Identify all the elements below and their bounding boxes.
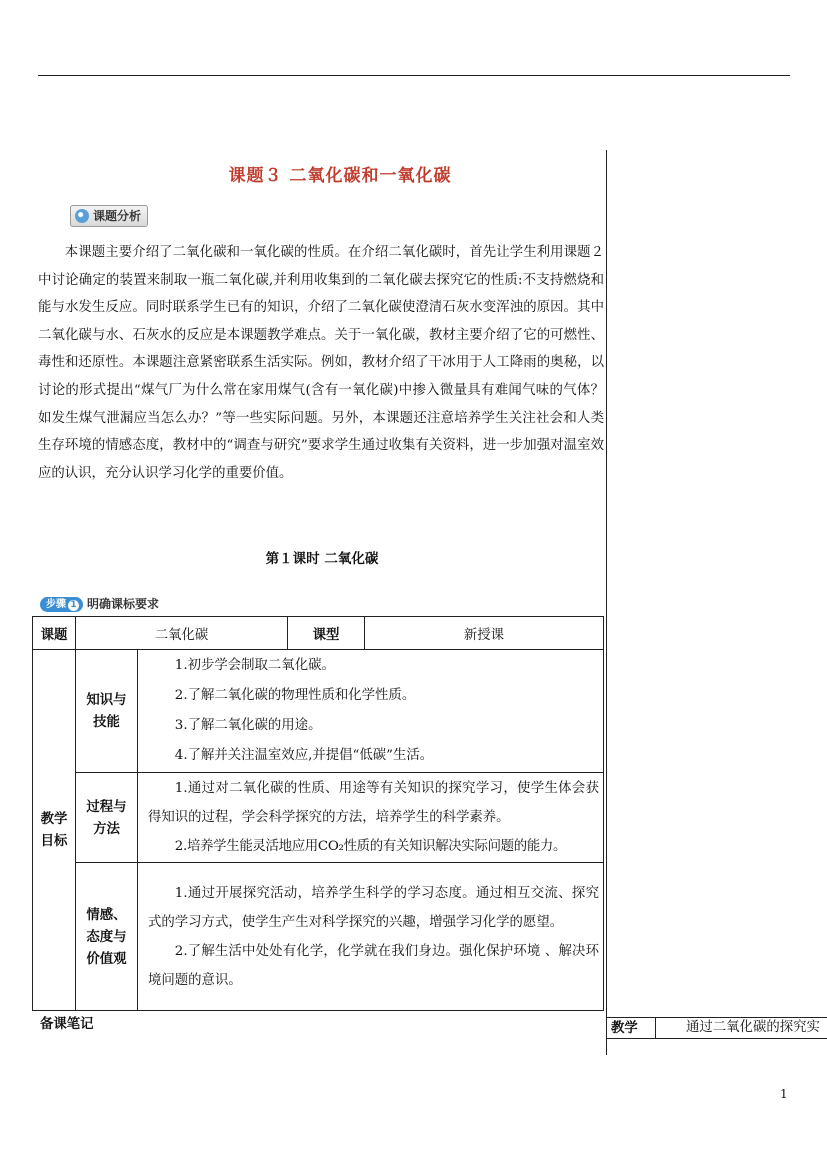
section-label [76,863,138,1011]
badge-label: 课题分析 [93,209,142,223]
side-table-label: 教学 [606,1018,656,1038]
step-label: 明确课标要求 [87,597,160,611]
section-content [138,773,604,863]
prep-notes-label: 备课笔记 [40,1016,94,1032]
goal-item: 1.通过开展探究活动，培养学生科学的学习态度。通过相互交流、探究式的学习方式，使学生产生对科学探究的兴趣，增强学习化学的愿望。 [148,885,599,930]
goal-item: 4.了解并关注温室效应,并提倡“低碳”生活。 [174,748,434,763]
margin-divider [606,150,607,1055]
header-rule [38,75,790,76]
lesson-title: 第１课时 二氧化碳 [265,551,379,567]
section-label-text: 知识与技能 [86,692,127,730]
step-tag-label: 步骤 [46,599,66,610]
step-header [40,597,159,613]
goal-item: 1.通过对二氧化碳的性质、用途等有关知识的探究学习，使学生体会获得知识的过程，学会科学探究的方法，培养学生的科学素养。 [148,781,599,825]
page-title: 课题３ 二氧化碳和一氧化碳 [228,166,452,186]
section-badge [70,205,148,227]
topic-value: 二氧化碳 [76,617,288,650]
section-label [76,650,138,773]
goal-item: 2.了解生活中处处有化学，化学就在我们身边。强化保护环境 、解决环境问题的意识。 [148,943,599,988]
step-number: 1 [68,600,79,611]
side-table [606,1017,827,1039]
section-label-text: 过程与方法 [86,798,127,837]
type-value: 新授课 [365,617,604,650]
section-content [138,863,604,1011]
gear-icon [75,209,89,223]
analysis-paragraph: 本课题主要介绍了二氧化碳和一氧化碳的性质。在介绍二氧化碳时，首先让学生利用课题２中讨论确定的装置来制取一瓶二氧化碳,并利用收集到的二氧化碳去探究它的性质:不支持燃烧和能与水发生反应。同时联系学生已有的知识，介绍了二氧化碳使澄清石灰水变浑浊的原因。其中二氧化碳与水、石灰水的反应是本课题教学难点。关于一氧化碳，教材主要介绍了它的可燃性、毒性和还原性。本课题注意紧密联系生活实际。例如，教材介绍了干冰用于人工降雨的奥秘，以讨论的形式提出“煤气厂为什么常在家用煤气(含有一氧化碳)中掺入微量具有难闻气味的气体？如发生煤气泄漏应当怎么办？”等一些实际问题。另外，本课题还注意培养学生关注社会和人类生存环境的情感态度，教材中的“调查与研究”要求学生通过收集有关资料，进一步加强对温室效应的认识，充分认识学习化学的重要价值。 [38,245,604,481]
goal-item: 1.初步学会制取二氧化碳。 [174,658,335,673]
type-label: 课型 [288,617,365,650]
teaching-goals-table [32,616,604,1011]
topic-label: 课题 [33,617,76,650]
goal-item: 2.了解二氧化碳的物理性质和化学性质。 [174,688,416,703]
goal-item: 3.了解二氧化碳的用途。 [174,718,322,733]
section-label [76,773,138,863]
page-number: 1 [780,1087,788,1101]
goal-item: 2.培养学生能灵活地应用CO₂性质的有关知识解决实际问题的能力。 [174,839,567,854]
section-label-text: 情感、态度与价值观 [86,906,127,967]
side-table-value: 通过二氧化碳的探究实 [686,1020,820,1035]
goal-label-text: 教学目标 [40,811,68,849]
section-content [138,650,604,773]
goal-label [33,650,76,1011]
step-tag [40,597,83,612]
